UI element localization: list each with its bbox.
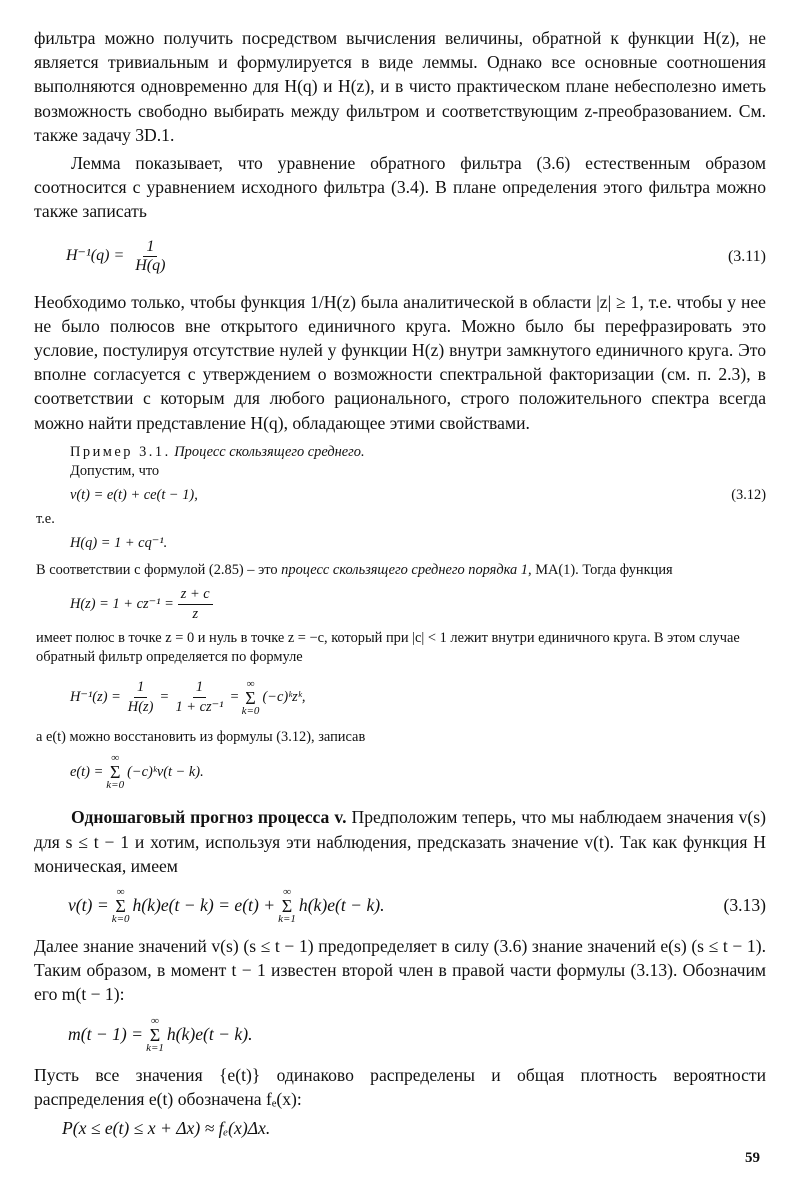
eq313-expression: v(t) = ∞ Σ k=0 h(k)e(t − k) = e(t) + ∞ Σ k=1 h(k)e(t − k).	[68, 885, 385, 925]
hq-equation: H(q) = 1 + cq⁻¹.	[70, 535, 168, 552]
example-text-2: имеет полюс в точке z = 0 и нуль в точке z = −c, который при |c| < 1 лежит внутри единичного круга. В этом случае обратный фильтр определяется по формуле	[36, 629, 740, 666]
equation-number: (3.11)	[727, 247, 766, 265]
example-label: Пример 3.1.	[70, 443, 171, 460]
sum-operator: ∞ Σ k=0	[241, 677, 260, 717]
example-intro: Допустим, что	[70, 463, 160, 480]
paragraph-condition: Необходимо только, чтобы функция 1/H(z) была аналитической в области |z| ≥ 1, т.е. чтобы у нее не было полюсов вне открытого единичного круга. Можно было бы перефразировать это условие, постулируя отсутствие нулей у функции H(z) внутри замкнутого единичного круга. Это вполне согласуется с утверждением о возможности спектральной факторизации (см. п. 2.3), в соответствии с которым для любого рационального, строго положительного спектра всегда можно найти представление H(q), обладающее этими свойствами.	[34, 291, 766, 433]
section-title: Одношаговый прогноз процесса v.	[71, 807, 347, 828]
probability-equation: P(x ≤ e(t) ≤ x + Δx) ≈ fₑ(x)Δx.	[62, 1117, 271, 1138]
hinv-fraction-2: $\frac{1}{\text{1 + cz⁻¹}}$	[175, 678, 224, 716]
sum-operator: ∞ Σ k=0	[106, 752, 125, 792]
equation-3-12	[36, 482, 766, 510]
example-block	[34, 443, 766, 798]
equation-3-13	[34, 878, 766, 934]
equation-number: (3.12)	[731, 487, 766, 504]
paragraph-continuation: фильтра можно получить посредством вычисления величины, обратной к функции H(z), не является тривиальным и формулируется в виде леммы. Однако все основные соотношения выполняются одновременно для H(q) и H(z), и в чисто практическом плане небесполезно иметь возможность свободно выбирать между фильтром и соответствующим z-преобразованием. См. также задачу 3D.1.	[34, 28, 766, 145]
equation-3-11	[34, 224, 766, 290]
et-equation: e(t) = ∞ Σ k=0 (−c)ᵏv(t − k).	[70, 752, 204, 792]
section-paragraph-1: Одношаговый прогноз процесса v. Предположим теперь, что мы наблюдаем значения v(s) для s ≤ t − 1 и хотим, используя эти наблюдения, предсказать значение v(t). Так как функция H моническая, имеем	[34, 807, 766, 876]
hz-equation: H(z) = 1 + cz⁻¹ = $\frac{z + c}{z}$	[36, 581, 766, 629]
hinv-equation: H⁻¹(z) = $\frac{1}{H(z)}$ = $\frac{1}{\text{1 + cz⁻¹}}$ = ∞ Σ k=0 (−c)ᵏzᵏ,	[70, 677, 306, 717]
section-paragraph-3: Пусть все значения {e(t)} одинаково распределены и общая плотность вероятности распределения e(t) обозначена fₑ(x):	[34, 1064, 766, 1109]
example-heading	[36, 443, 766, 463]
eq311-fraction: $\frac{1}{H(q)}$	[135, 238, 166, 275]
example-text-3: а e(t) можно восстановить из формулы (3.12), записав	[36, 728, 366, 745]
m-equation: m(t − 1) = ∞ Σ k=1 h(k)e(t − k).	[68, 1014, 253, 1054]
eq311-expression: H⁻¹(q) = $\frac{1}{H(q)}$	[66, 238, 172, 275]
sum-operator: ∞ Σ k=0	[111, 885, 130, 925]
sum-operator: ∞ Σ k=1	[278, 885, 296, 925]
equation-number: (3.13)	[723, 895, 766, 916]
page-number: 59	[745, 1150, 760, 1166]
paragraph-lemma: Лемма показывает, что уравнение обратного фильтра (3.6) естественным образом соотносится с уравнением исходного фильтра (3.4). В плане определения этого фильтра можно также записать	[34, 153, 766, 222]
example-text-1: В соответствии с формулой (2.85) – это процесс скользящего среднего порядка 1, MA(1). Тогда функция	[36, 562, 673, 579]
hz-fraction: $\frac{z + c}{z}$	[178, 585, 213, 625]
example-title: Процесс скользящего среднего.	[174, 443, 365, 460]
sum-operator: ∞ Σ k=1	[146, 1014, 164, 1054]
hinv-fraction-1: $\frac{1}{H(z)}$	[127, 678, 154, 716]
eq312-expression: v(t) = e(t) + ce(t − 1),	[70, 487, 198, 504]
te-label: т.е.	[36, 510, 55, 527]
page-body	[34, 26, 766, 1145]
section-paragraph-2: Далее знание значений v(s) (s ≤ t − 1) предопределяет в силу (3.6) знание значений e(s) (s ≤ t − 1). Таким образом, в момент t − 1 известен второй член в правой части формулы (3.13). Обозначим его m(t − 1):	[34, 935, 766, 1005]
